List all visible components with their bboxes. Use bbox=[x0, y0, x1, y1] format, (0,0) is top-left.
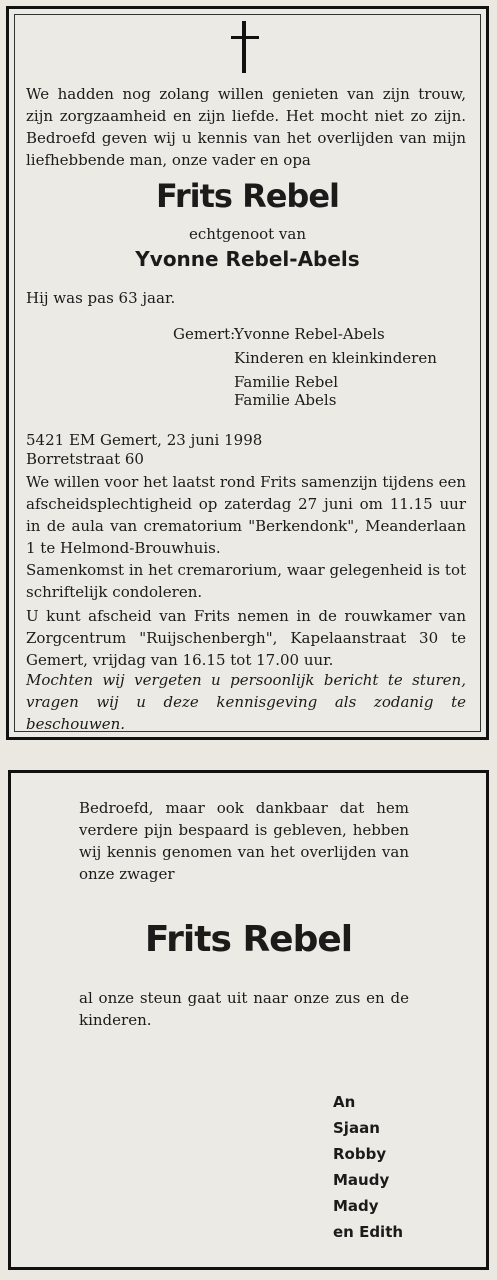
deceased-name: Frits Rebel bbox=[156, 177, 339, 215]
cross-icon bbox=[231, 21, 259, 73]
family-member: Yvonne Rebel-Abels bbox=[234, 325, 385, 343]
viewing-text: U kunt afscheid van Frits nemen in de rouwkamer van Zorgcentrum "Ruijschenbergh", Kapelaanstraat 30 te Gemert, vrijdag van 16.15 tot 17.00 uur. bbox=[26, 607, 466, 669]
obituary-notice-in-laws bbox=[8, 770, 489, 1270]
family-member: Familie Rebel bbox=[234, 373, 339, 391]
family-member: Familie Abels bbox=[234, 391, 337, 409]
signatory-name: Sjaan bbox=[333, 1119, 380, 1137]
relation-text: echtgenoot van bbox=[188, 225, 307, 243]
signatory-name: Mady bbox=[333, 1197, 379, 1215]
obituary-notice-family bbox=[6, 6, 489, 740]
gathering-text: Samenkomst in het cremarorium, waar gelegenheid is tot schriftelijk condoleren. bbox=[26, 561, 466, 601]
opening-text: Bedroefd, maar ook dankbaar dat hem verdere pijn bespaard is gebleven, hebben wij kennis genomen van het overlijden van onze zwager bbox=[79, 799, 409, 883]
street-line: Borretstraat 60 bbox=[26, 450, 144, 468]
family-member: Kinderen en kleinkinderen bbox=[234, 349, 437, 367]
deceased-name: Frits Rebel bbox=[144, 919, 353, 960]
place-label: Gemert: bbox=[173, 325, 236, 343]
ceremony-text: We willen voor het laatst rond Frits samenzijn tijdens een afscheidsplechtigheid op zaterdag 27 juni om 11.15 uur in de aula van crematorium "Berkendonk", Meanderlaan 1 te Helmond-Brouwhuis. bbox=[26, 473, 466, 557]
signatory-name: en Edith bbox=[333, 1223, 404, 1241]
address-date-line: 5421 EM Gemert, 23 juni 1998 bbox=[26, 431, 263, 449]
opening-text: We hadden nog zolang willen genieten van zijn trouw, zijn zorgzaamheid en zijn liefde. Het mocht niet zo zijn. Bedroefd geven wij u kennis van het overlijden van mijn liefhebbende man, onze vader en opa bbox=[26, 85, 466, 169]
closing-text: Mochten wij vergeten u persoonlijk bericht te sturen, vragen wij u deze kennisgeving als zodanig te beschouwen. bbox=[26, 671, 466, 733]
age-text: Hij was pas 63 jaar. bbox=[26, 289, 176, 307]
spouse-name: Yvonne Rebel-Abels bbox=[135, 247, 360, 271]
signatory-name: An bbox=[333, 1093, 356, 1111]
support-text: al onze steun gaat uit naar onze zus en de kinderen. bbox=[79, 989, 409, 1029]
signatory-name: Maudy bbox=[333, 1171, 390, 1189]
signatory-name: Robby bbox=[333, 1145, 387, 1163]
